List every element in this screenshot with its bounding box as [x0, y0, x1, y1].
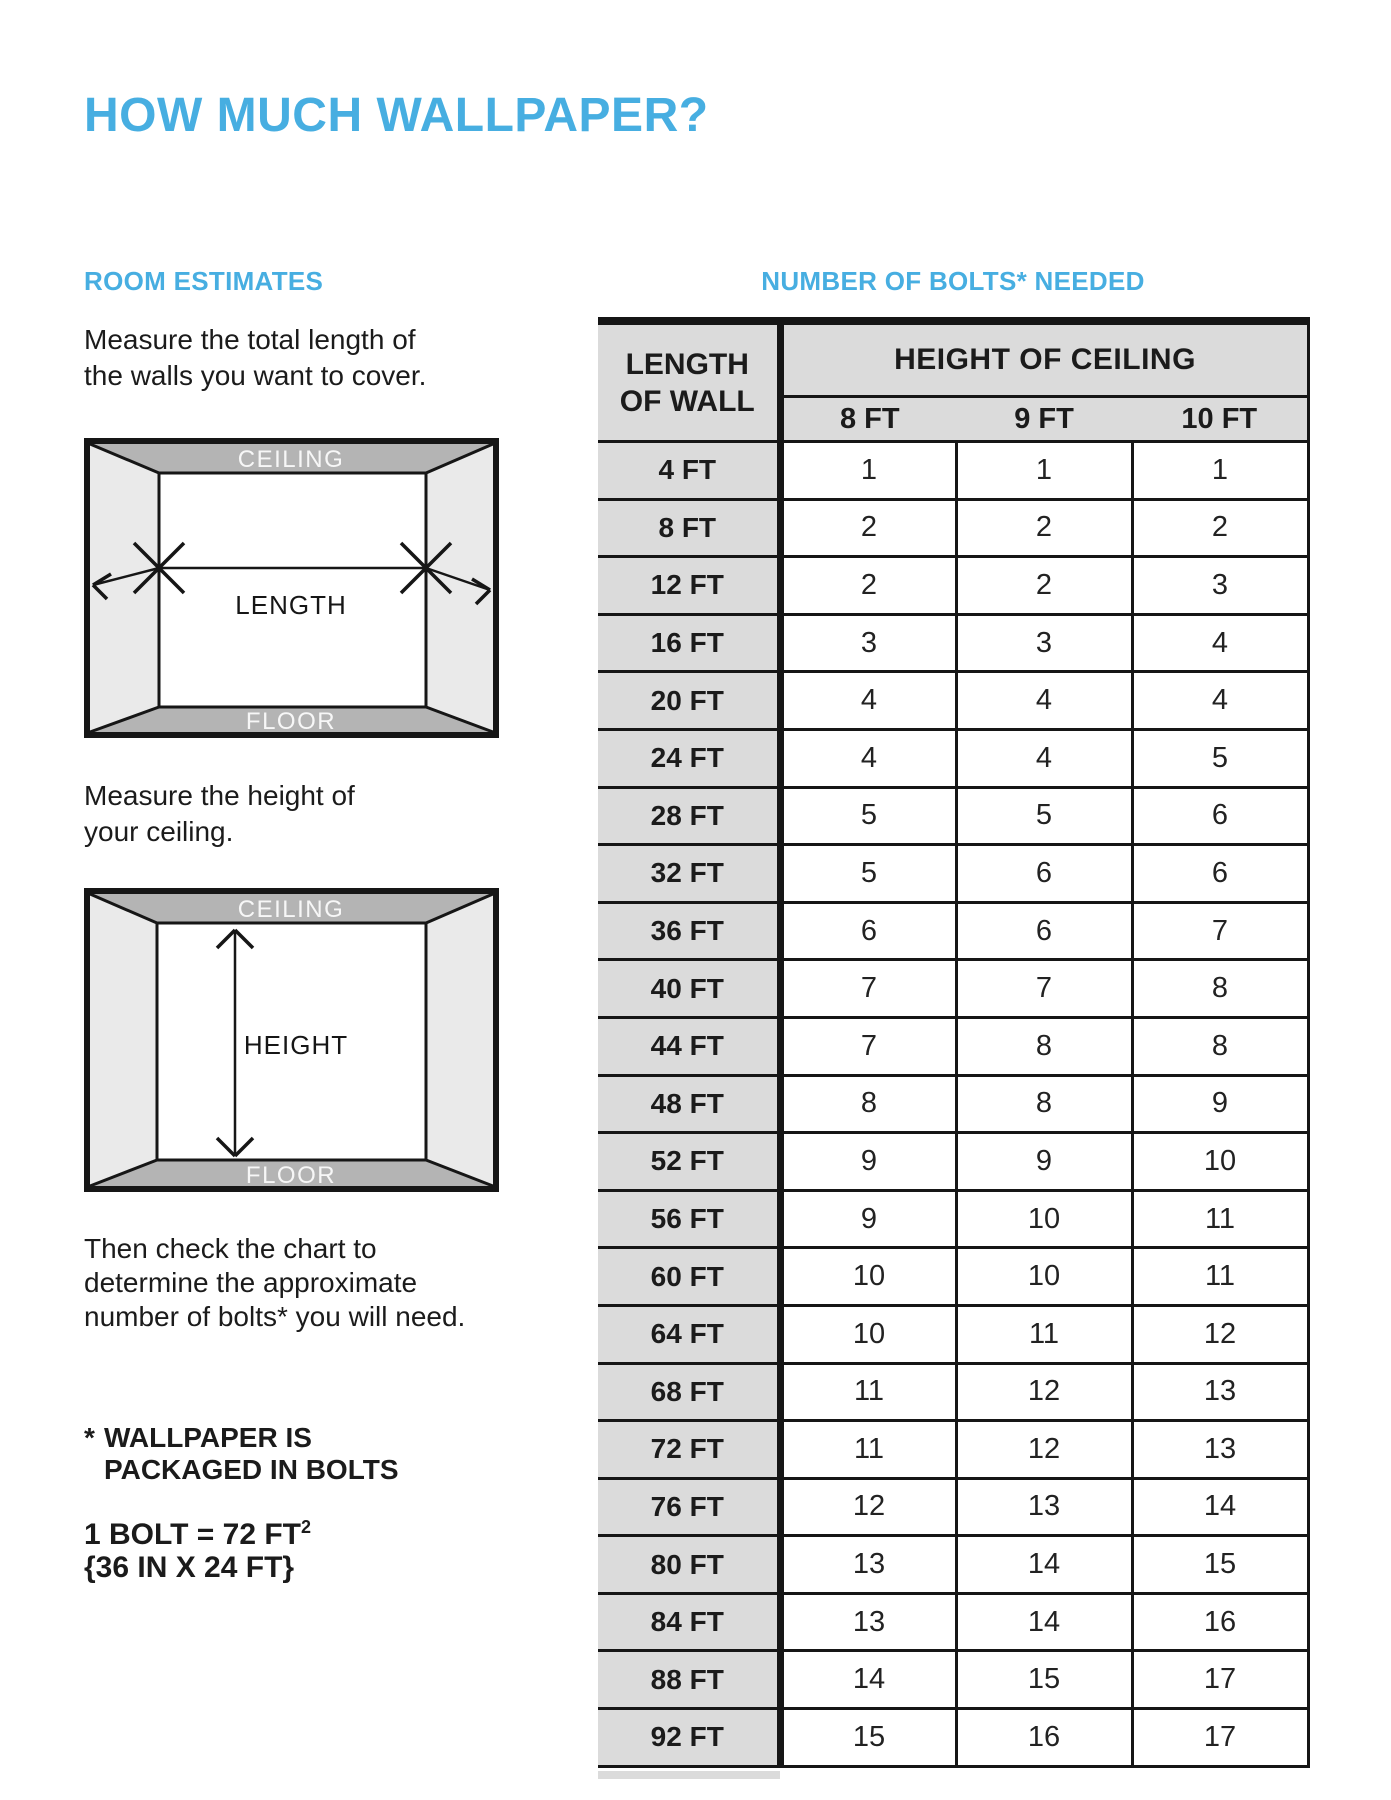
table-row	[598, 1421, 1308, 1479]
bolt-count-cell: 1	[1132, 442, 1308, 500]
bolt-count-cell: 9	[780, 1133, 956, 1191]
bolt-count-cell: 10	[956, 1190, 1132, 1248]
table-row	[598, 1363, 1308, 1421]
table-row	[598, 787, 1308, 845]
column-header-8ft: 8 FT	[780, 397, 956, 442]
check-chart-line2: determine the approximate	[84, 1267, 418, 1298]
bolt-count-cell: 11	[1132, 1190, 1308, 1248]
floor-label: FLOOR	[245, 708, 337, 735]
table-row	[598, 1651, 1308, 1709]
bolt-count-cell: 10	[1132, 1133, 1308, 1191]
right-wall	[426, 894, 493, 1186]
bolt-count-cell: 5	[1132, 729, 1308, 787]
wall-length-label: 32 FT	[598, 845, 780, 903]
bolt-count-cell: 7	[780, 1017, 956, 1075]
wall-length-label: 48 FT	[598, 1075, 780, 1133]
bolt-count-cell: 10	[780, 1248, 956, 1306]
bolt-count-cell: 4	[780, 672, 956, 730]
bolt-count-cell: 17	[1132, 1709, 1308, 1767]
table-row	[598, 1190, 1308, 1248]
bolt-count-cell: 12	[956, 1363, 1132, 1421]
bolts-needed-heading: NUMBER OF BOLTS* NEEDED	[761, 266, 1145, 296]
bolt-count-cell: 6	[1132, 845, 1308, 903]
bolt-count-cell: 9	[780, 1190, 956, 1248]
left-wall	[90, 444, 159, 732]
bolt-count-cell: 14	[956, 1593, 1132, 1651]
footnote-asterisk: *	[84, 1422, 95, 1453]
bolt-count-cell: 5	[956, 787, 1132, 845]
bolt-count-cell: 17	[1132, 1651, 1308, 1709]
wall-length-label: 44 FT	[598, 1017, 780, 1075]
table-row	[598, 1017, 1308, 1075]
wall-length-label: 84 FT	[598, 1593, 780, 1651]
wall-length-label: 56 FT	[598, 1190, 780, 1248]
bolt-count-cell: 13	[780, 1536, 956, 1594]
bolt-count-cell: 2	[780, 557, 956, 615]
measure-length-line1: Measure the total length of	[84, 324, 416, 355]
table-row	[598, 614, 1308, 672]
room-height-diagram	[84, 888, 499, 1192]
bolt-count-cell: 12	[956, 1421, 1132, 1479]
bolt-equation	[84, 1518, 311, 1551]
bolt-count-cell: 9	[956, 1133, 1132, 1191]
bolt-count-cell: 16	[956, 1709, 1132, 1767]
bolt-count-cell: 14	[780, 1651, 956, 1709]
wall-length-label: 12 FT	[598, 557, 780, 615]
bolt-count-cell: 13	[956, 1478, 1132, 1536]
measure-height-line1: Measure the height of	[84, 780, 355, 811]
bolt-count-cell: 9	[1132, 1075, 1308, 1133]
footnote-indent	[84, 1454, 104, 1486]
bolt-count-cell: 15	[1132, 1536, 1308, 1594]
bolt-count-cell: 4	[1132, 614, 1308, 672]
ceiling-label: CEILING	[237, 896, 345, 923]
wall-length-label: 64 FT	[598, 1305, 780, 1363]
bolt-count-cell: 11	[780, 1421, 956, 1479]
bolt-count-cell: 8	[956, 1017, 1132, 1075]
wall-length-label: 36 FT	[598, 902, 780, 960]
bolt-count-cell: 7	[956, 960, 1132, 1018]
bolt-count-cell: 13	[780, 1593, 956, 1651]
measure-height-line2: your ceiling.	[84, 816, 234, 847]
column-header-10ft: 10 FT	[1132, 397, 1308, 442]
bolt-equation-exponent: 2	[301, 1517, 312, 1537]
length-of-wall-header	[598, 321, 780, 442]
table-row	[598, 1593, 1308, 1651]
bolt-count-cell: 14	[956, 1536, 1132, 1594]
length-of-wall-line1: LENGTH	[625, 347, 749, 381]
wall-length-label: 24 FT	[598, 729, 780, 787]
bolt-count-cell: 13	[1132, 1421, 1308, 1479]
wall-length-label: 28 FT	[598, 787, 780, 845]
bolt-count-cell: 6	[956, 902, 1132, 960]
footnote-line1: WALLPAPER IS	[104, 1422, 312, 1453]
bolt-table-body	[598, 442, 1308, 1767]
wall-length-label: 68 FT	[598, 1363, 780, 1421]
bolt-count-cell: 8	[1132, 1017, 1308, 1075]
bolt-count-cell: 8	[1132, 960, 1308, 1018]
bolt-count-cell: 3	[1132, 557, 1308, 615]
bolt-size-info	[84, 1518, 311, 1584]
table-row	[598, 845, 1308, 903]
bolt-count-cell: 1	[780, 442, 956, 500]
wall-length-label: 88 FT	[598, 1651, 780, 1709]
bolt-count-cell: 13	[1132, 1363, 1308, 1421]
table-row	[598, 902, 1308, 960]
bolt-count-cell: 8	[780, 1075, 956, 1133]
measure-height-text	[84, 778, 355, 850]
bolt-count-cell: 8	[956, 1075, 1132, 1133]
check-chart-line3: number of bolts* you will need.	[84, 1301, 466, 1332]
bolt-count-cell: 5	[780, 845, 956, 903]
bolt-count-cell: 3	[956, 614, 1132, 672]
bolt-count-cell: 10	[956, 1248, 1132, 1306]
bolt-count-cell: 2	[956, 557, 1132, 615]
table-row	[598, 1536, 1308, 1594]
bolt-count-cell: 2	[1132, 499, 1308, 557]
bolt-count-cell: 5	[780, 787, 956, 845]
left-wall	[90, 894, 157, 1186]
table-row	[598, 672, 1308, 730]
bolt-equation-base: 1 BOLT = 72 FT	[84, 1518, 301, 1551]
length-of-wall-line2: OF WALL	[619, 384, 755, 418]
wall-length-label: 40 FT	[598, 960, 780, 1018]
wall-length-label: 52 FT	[598, 1133, 780, 1191]
measure-length-text	[84, 322, 426, 394]
bolt-count-cell: 11	[780, 1363, 956, 1421]
bolt-count-cell: 10	[780, 1305, 956, 1363]
table-footer-strip	[598, 1771, 780, 1779]
table-row	[598, 1478, 1308, 1536]
table-row	[598, 729, 1308, 787]
wall-length-label: 4 FT	[598, 442, 780, 500]
check-chart-text	[84, 1232, 465, 1334]
bolt-dimensions: {36 IN X 24 FT}	[84, 1551, 295, 1584]
bolt-count-cell: 11	[1132, 1248, 1308, 1306]
bolt-count-cell: 12	[1132, 1305, 1308, 1363]
table-row	[598, 1248, 1308, 1306]
bolt-count-cell: 2	[780, 499, 956, 557]
table-row	[598, 442, 1308, 500]
bolt-count-cell: 4	[956, 672, 1132, 730]
page-title: HOW MUCH WALLPAPER?	[84, 89, 709, 142]
wall-length-label: 72 FT	[598, 1421, 780, 1479]
table-row	[598, 499, 1308, 557]
bolt-count-cell: 6	[780, 902, 956, 960]
bolt-count-cell: 6	[956, 845, 1132, 903]
floor-label: FLOOR	[245, 1162, 337, 1189]
bolt-count-cell: 2	[956, 499, 1132, 557]
bolt-count-table	[598, 317, 1310, 1768]
length-label: LENGTH	[235, 590, 347, 620]
bolt-count-cell: 4	[780, 729, 956, 787]
bolt-count-cell: 12	[780, 1478, 956, 1536]
table-row	[598, 960, 1308, 1018]
table-row	[598, 1133, 1308, 1191]
room-estimates-heading: ROOM ESTIMATES	[84, 266, 324, 296]
table-row	[598, 1305, 1308, 1363]
wall-length-label: 76 FT	[598, 1478, 780, 1536]
bolt-count-cell: 4	[956, 729, 1132, 787]
height-of-ceiling-header: HEIGHT OF CEILING	[780, 321, 1308, 397]
group-header-row	[598, 321, 1308, 397]
bolt-count-cell: 7	[780, 960, 956, 1018]
bolt-count-cell: 1	[956, 442, 1132, 500]
bolt-count-cell: 16	[1132, 1593, 1308, 1651]
table-row	[598, 1709, 1308, 1767]
column-header-9ft: 9 FT	[956, 397, 1132, 442]
wall-length-label: 92 FT	[598, 1709, 780, 1767]
room-length-diagram	[84, 438, 499, 738]
wall-length-label: 20 FT	[598, 672, 780, 730]
bolt-count-cell: 6	[1132, 787, 1308, 845]
bolt-count-cell: 7	[1132, 902, 1308, 960]
footnote-line2: PACKAGED IN BOLTS	[104, 1454, 399, 1485]
bolt-count-cell: 15	[780, 1709, 956, 1767]
bolt-count-cell: 14	[1132, 1478, 1308, 1536]
ceiling-label: CEILING	[237, 446, 345, 473]
bolt-count-cell: 11	[956, 1305, 1132, 1363]
wall-length-label: 60 FT	[598, 1248, 780, 1306]
bolts-footnote	[84, 1422, 399, 1486]
measure-length-line2: the walls you want to cover.	[84, 360, 427, 391]
check-chart-line1: Then check the chart to	[84, 1233, 377, 1264]
table-row	[598, 1075, 1308, 1133]
bolt-count-cell: 3	[780, 614, 956, 672]
height-label: HEIGHT	[243, 1030, 349, 1060]
wall-length-label: 16 FT	[598, 614, 780, 672]
wall-length-label: 80 FT	[598, 1536, 780, 1594]
bolt-count-cell: 15	[956, 1651, 1132, 1709]
table-row	[598, 557, 1308, 615]
bolt-count-cell: 4	[1132, 672, 1308, 730]
wall-length-label: 8 FT	[598, 499, 780, 557]
